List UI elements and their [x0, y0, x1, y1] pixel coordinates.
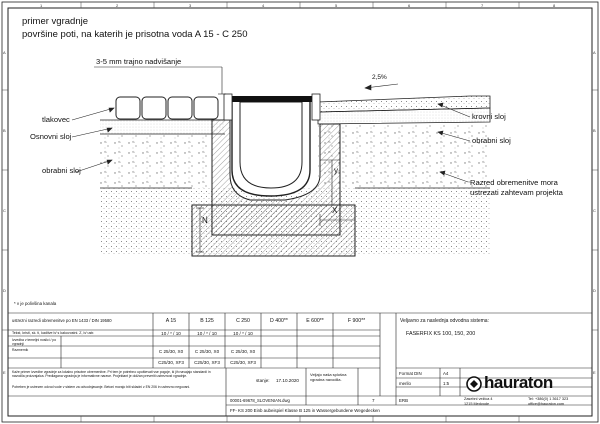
edge-marker-top: 6 — [408, 3, 411, 8]
table-cell: C25/30, XF3 — [158, 360, 184, 365]
notes-text: Kaže primer izvedbe vgradnje za lokalno prisotne obremenitve. Pri tem je potrebno upoštevati vse pogoje, ki jih navajajo standardi in navodila proizvajalca. Predlagana vgradnja je informativne narave. Projektant je dolžan preveriti ustreznost vgradnje. — [12, 370, 211, 379]
sheet-label: ERB — [399, 398, 409, 403]
table-cell: C25/30, XF3 — [194, 360, 220, 365]
title-line-1: primer vgradnje — [22, 16, 88, 27]
edge-marker-side: D — [3, 288, 6, 293]
channel-grate — [228, 96, 316, 102]
table-cell: 10 / * / 10 — [197, 331, 217, 336]
company-logo-text: hauraton — [484, 373, 553, 392]
revision: 7 — [372, 398, 375, 403]
table-cell: C 25/30, X0 — [194, 349, 220, 354]
system-name: FASERFIX KS 100, 150, 200 — [406, 331, 476, 337]
table-cell: 10 / * / 10 — [233, 331, 253, 336]
hauraton-logo-mark — [467, 377, 481, 391]
edge-marker-side: C — [593, 208, 596, 213]
edge-marker-top: 8 — [553, 3, 556, 8]
dimension-x-label: X — [332, 206, 338, 215]
pavers-label: tlakovec — [42, 115, 70, 124]
roof-layer-label: krovni sloj — [472, 112, 506, 121]
paver-stones — [116, 97, 218, 119]
class-header-f900: F 900** — [347, 318, 366, 324]
class-header-a15: A 15 — [165, 318, 177, 324]
edge-marker-top: 2 — [116, 3, 119, 8]
channel-inner — [240, 102, 302, 188]
edge-marker-side: E — [3, 370, 6, 375]
table-cell: C 25/30, X0 — [158, 349, 184, 354]
edge-marker-top: 3 — [189, 3, 192, 8]
filename: 00001-69678_SLOVENIAN.dwg — [230, 398, 290, 403]
table-row-label-3: Izvedba v temeljni nosilci / po vgradnji — [12, 338, 57, 347]
edge-marker-top: 5 — [335, 3, 338, 8]
edge-marker-side: C — [3, 208, 6, 213]
protective-layer-left-label: obrabni sloj — [42, 166, 81, 175]
dimension-y-label: y — [334, 166, 338, 175]
valid-for-label: Veljavno za naslednja odvodna sistema: — [400, 318, 489, 324]
slope-label: 2,5% — [372, 74, 387, 81]
table-row-label-4: Razmernik — [12, 348, 29, 352]
load-class-label-2: ustrezati zahtevam projekta — [470, 188, 563, 197]
table-row-label-1: ustrezni razredi obremenitve po EN 1433 / DIN 19580 — [12, 318, 112, 323]
tolerance-dimension — [94, 67, 226, 94]
company-address-2: 1215 Medvode — [464, 402, 490, 406]
edge-marker-top: 7 — [481, 3, 484, 8]
edge-marker-side: D — [593, 288, 596, 293]
date-label: stanje: — [256, 378, 270, 383]
company-phone: Tel: +386(0) 1 3617 323 — [528, 397, 569, 401]
edge-marker-side: B — [593, 128, 596, 133]
table-cell: C25/30, XF3 — [230, 360, 256, 365]
edge-marker-side: B — [3, 128, 6, 133]
table-row-label-2: Tekst, kristi, sk. ti, kaditve b/ s kakovostni. Z, b/ ustr. — [12, 331, 95, 335]
left-base-layer — [100, 134, 212, 188]
load-class-label-1: Razred obremenitve mora — [470, 178, 558, 187]
class-header-e600: E 600** — [306, 318, 324, 324]
edge-marker-side: A — [3, 50, 6, 55]
protective-layer-right-label: obrabni sloj — [472, 136, 511, 145]
table-cell: 10 / * / 10 — [161, 331, 181, 336]
scale-value: 1:5 — [443, 381, 450, 386]
scale-label: merilo — [399, 381, 411, 386]
right-base-layer — [318, 124, 490, 188]
edge-marker-side: A — [593, 50, 596, 55]
title-line-2: površine poti, na katerih je prisotna voda A 15 - C 250 — [22, 29, 248, 40]
company-email: office@hauraton.com — [528, 402, 565, 406]
dimension-n-label: N — [202, 216, 208, 225]
slope-arrow — [365, 84, 398, 90]
format-label: Format DIN — [399, 371, 422, 376]
class-header-b125: B 125 — [200, 318, 214, 324]
date-value: 17.10.2020 — [276, 378, 299, 383]
instructions-text: Veljajo naša splošna vgradna navodila. — [310, 372, 347, 382]
bedding-layer — [100, 120, 225, 134]
notes-text-2: Potreben je ustrezen odvod vode v sistem za odvodnjavanje. Betoni morajo biti skladni z EN 206 in ustrezno negovani. — [12, 385, 191, 389]
edge-marker-top: 4 — [262, 3, 265, 8]
format-value: A4 — [443, 371, 449, 376]
class-header-d400: D 400** — [270, 318, 288, 324]
footnote: * v je polivšina kanala — [14, 301, 57, 306]
title-block-lines — [8, 313, 592, 416]
edge-marker-top: 1 — [40, 3, 43, 8]
company-address-1: Zasebni vežica 4 — [464, 397, 493, 401]
table-cell: C 25/30, X0 — [230, 349, 256, 354]
tolerance-label: 3-5 mm trajno nadvišanje — [96, 57, 182, 66]
edge-marker-side: E — [593, 370, 596, 375]
footer-description: FF- KS 200 Einb aubeispiel Klasse B 125 in Wassergebundene Wegedecken — [230, 408, 380, 413]
base-layer-label: Osnovni sloj — [30, 132, 72, 141]
class-header-c250: C 250 — [236, 318, 250, 324]
